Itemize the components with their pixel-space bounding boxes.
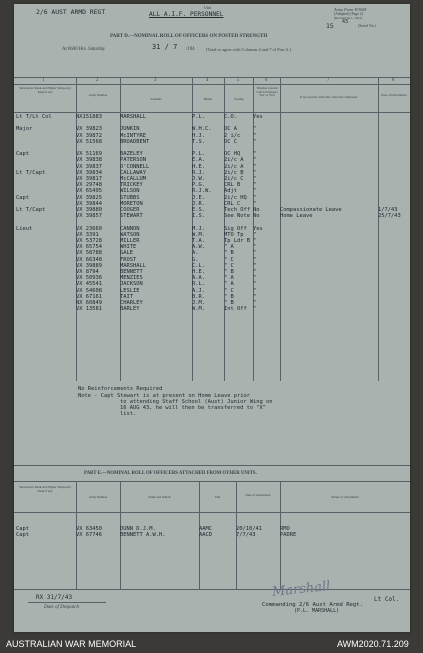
- cell-initials: J.M.: [192, 300, 205, 307]
- col-num-6: 6: [265, 78, 268, 83]
- cell-surname: LESLIE: [120, 287, 140, 294]
- cell-present: ": [253, 275, 257, 282]
- cell-army-number: VX 65495: [76, 188, 102, 195]
- cell-initials: M.J.: [192, 225, 205, 232]
- officers-table: [16, 114, 410, 312]
- cell-employment: Compassionate Leave: [280, 207, 342, 214]
- cell-army-number: VX 39834: [76, 169, 102, 176]
- part-d-title: PART D.—NOMINAL ROLL OF OFFICERS ON POSTED STRENGTH: [110, 34, 268, 39]
- cell-initials: W.M.: [192, 306, 205, 313]
- col-head-posting: Posting: [234, 97, 244, 101]
- cell-present: ": [253, 151, 257, 158]
- cell-posting: " A: [224, 275, 234, 282]
- cell-present: No: [253, 213, 260, 220]
- cell-initials: E.A.: [192, 157, 205, 164]
- cell-posting: 2i/c B: [224, 169, 244, 176]
- e-head-army-number: Army Number: [88, 495, 108, 499]
- cell-army-number: VX 23660: [76, 225, 102, 232]
- cell-initials: H.E.: [192, 163, 205, 170]
- cell-army-number: VX 39837: [76, 163, 102, 170]
- cell-unit: AAMC: [199, 526, 212, 532]
- at-suffix: (Total to agree with Columns 4 and 7 of Part A.): [206, 47, 291, 52]
- cell-posting: OC C: [224, 138, 237, 145]
- cell-army-number: VX 66348: [76, 256, 102, 263]
- cell-army-number: VX 39823: [76, 126, 102, 133]
- cell-name: BENNETT A.W.H.: [120, 532, 166, 539]
- table-bottom-rule: [14, 465, 410, 466]
- cell-surname: BENNETT: [120, 269, 143, 276]
- cell-army-number: VX 39872: [76, 132, 102, 139]
- cell-rank: Capt: [16, 532, 29, 539]
- cell-posting: Tp Ldr B: [224, 238, 250, 245]
- cell-rank: Lt T/Lt Col: [16, 114, 52, 120]
- cell-rank: Lt T/Capt: [16, 207, 46, 214]
- cell-posting: " B: [224, 250, 234, 257]
- cell-surname: MILLER: [120, 238, 140, 245]
- despatch-label: Date of Despatch: [44, 605, 79, 610]
- cell-present: ": [253, 231, 257, 238]
- cell-posting: CRL B: [224, 182, 241, 189]
- cell-army-number: VX 39880: [76, 207, 102, 214]
- form-adapted: (Adapted) (Page 2): [334, 12, 364, 16]
- cell-army-number: VX 3391: [76, 231, 99, 238]
- note-line-2: Note - Capt Stewart is at present on Home Leave prior: [78, 393, 251, 399]
- cell-present: ": [253, 200, 257, 207]
- cell-army-number: VX 53728: [76, 238, 102, 245]
- col-num-3: 3: [154, 78, 157, 83]
- cell-army-number: VX 67746: [76, 532, 102, 539]
- cell-present: ": [253, 188, 257, 195]
- cell-initials: B.R.: [192, 293, 205, 300]
- cell-surname: MARSHALL: [120, 114, 146, 120]
- cell-army-number: VX 39817: [76, 176, 102, 182]
- cell-surname: CHARLEY: [120, 300, 143, 307]
- col-head-present: Whether present with Unit (Insert 'Yes' or 'No'): [256, 86, 278, 98]
- at-prefix: At 0600 Hrs. Saturday: [62, 47, 106, 52]
- cell-present: ": [253, 169, 257, 176]
- commanding-line: Commanding 2/6 Aust Armd Regt.: [262, 602, 364, 608]
- cell-initials: T.A.: [192, 238, 205, 245]
- cell-surname: WILSON: [120, 188, 140, 195]
- cell-surname: MARSHALL: [120, 262, 146, 269]
- cell-employment: Home Leave: [280, 213, 313, 220]
- cell-nature: RMO: [280, 526, 290, 532]
- note-line-5: list.: [120, 411, 137, 417]
- cell-rank: Capt: [16, 194, 29, 201]
- part-e-top-rule: [14, 481, 410, 482]
- archive-name: AUSTRALIAN WAR MEMORIAL: [6, 639, 137, 649]
- cell-surname: CALLAWAY: [120, 169, 146, 176]
- cell-surname: BAZELEY: [120, 151, 143, 158]
- cell-posting: " C: [224, 287, 234, 294]
- cell-posting: OC A: [224, 126, 237, 133]
- cell-rank: Lt T/Capt: [16, 169, 46, 176]
- cell-present: ": [253, 132, 257, 139]
- cell-army-number: VX 45541: [76, 281, 102, 288]
- col-num-1: 1: [42, 78, 45, 83]
- cell-initials: W.H.C.: [192, 126, 212, 133]
- cell-posting: " B: [224, 293, 234, 300]
- cell-army-number: VX 39825: [76, 194, 102, 201]
- cell-posting: Adjt: [224, 188, 237, 195]
- cell-posting: 2 i/c: [224, 132, 241, 139]
- e-head-unit: Unit: [214, 495, 221, 499]
- signatory-rank: Lt Col.: [374, 596, 400, 603]
- table-row: [16, 306, 410, 312]
- cell-present: ": [253, 126, 257, 133]
- cell-posting: CRL C: [224, 200, 241, 207]
- cell-army-number: VX 50936: [76, 275, 102, 282]
- cell-initials: R.L.: [192, 281, 205, 288]
- col-num-4: 4: [206, 78, 209, 83]
- cell-surname: WATSON: [120, 231, 140, 238]
- cell-initials: T.S.: [192, 138, 205, 145]
- cell-surname: CANNON: [120, 225, 140, 232]
- at-date: 31 / 7: [152, 43, 178, 51]
- unit-typed: 2/6 AUST ARMD REGT: [36, 8, 106, 16]
- cell-army-number: VX 39889: [76, 262, 102, 269]
- cell-present: ": [253, 244, 257, 251]
- cell-present: ": [253, 256, 257, 263]
- cell-posting: 2i/c HQ: [224, 194, 247, 201]
- cell-surname: McCALLUM: [120, 176, 146, 182]
- part-e-title: PART E.—NOMINAL ROLL OF OFFICERS ATTACHED FROM OTHER UNITS.: [84, 471, 257, 476]
- cell-detach-date: [378, 306, 410, 312]
- cell-present: ": [253, 182, 257, 189]
- table-top-rule: [14, 77, 410, 78]
- cell-initials: A.: [192, 250, 199, 257]
- cell-initials: G.: [192, 256, 199, 263]
- col-head-initials: Initials: [203, 97, 213, 101]
- cell-posting: Sig Off: [224, 225, 247, 232]
- cell-posting: 2i/c A: [224, 157, 244, 164]
- cell-posting: " A: [224, 244, 234, 251]
- cell-present: ": [253, 262, 257, 269]
- cell-present: ": [253, 157, 257, 164]
- table-row: [16, 532, 410, 538]
- cell-initials: J.W.: [192, 176, 205, 182]
- cell-surname: TRICKEY: [120, 182, 143, 189]
- cell-detach-date: 25/7/43: [378, 213, 401, 220]
- cell-posting: C.O.: [224, 114, 237, 120]
- cell-present: ": [253, 281, 257, 288]
- cell-present: ": [253, 287, 257, 294]
- cell-army-number: VX 67161: [76, 293, 102, 300]
- note-line-3: to attending Staff School (Aust) Junior Wing on: [120, 399, 273, 405]
- serial-label: (Serial No.): [358, 24, 376, 28]
- cell-posting: 2i/c A: [224, 163, 244, 170]
- cell-army-number: VX 58788: [76, 250, 102, 257]
- cell-surname: STEWART: [120, 213, 143, 220]
- cell-army-number: VX 63450: [76, 526, 102, 532]
- cell-surname: FROST: [120, 256, 137, 263]
- serial-value: 15: [326, 22, 334, 30]
- cell-rank: Lieut: [16, 225, 33, 232]
- cell-initials: H.J.: [192, 132, 205, 139]
- cell-initials: H.E.: [192, 269, 205, 276]
- e-head-rank: Substantive Rank and Higher Temporary Rank if any: [18, 485, 72, 493]
- cell-posting: " B: [224, 269, 234, 276]
- cell-army-number: VX 8794: [76, 269, 99, 276]
- cell-attach-date: 7/7/43: [236, 532, 256, 539]
- cell-surname: JUNKIN: [120, 126, 140, 133]
- cell-posting: Tech Off: [224, 207, 250, 214]
- roll-document-page: [14, 4, 410, 632]
- cell-surname: MORETON: [120, 200, 143, 207]
- cell-attach-date: 20/10/41: [236, 526, 262, 532]
- unit-printed-label: Unit: [204, 5, 212, 10]
- cell-army-number: VX 39844: [76, 200, 102, 207]
- cell-initials: R.J.: [192, 169, 205, 176]
- cell-present: Yes: [253, 114, 263, 120]
- cell-initials: P.L.: [192, 114, 205, 120]
- despatch-rule: [28, 602, 106, 603]
- cell-surname: BARLEY: [120, 306, 140, 313]
- note-line-1: No Reinforcements Required: [78, 386, 163, 392]
- col-num-8: 8: [392, 78, 395, 83]
- cell-army-number: VX 65754: [76, 244, 102, 251]
- cell-initials: E.S.: [192, 207, 205, 214]
- cell-army-number: VX 39838: [76, 157, 102, 164]
- cell-surname: McINTYRE: [120, 132, 146, 139]
- cell-present: ": [253, 250, 257, 257]
- form-revised: (Revised Oct., 1941): [334, 16, 363, 20]
- cell-initials: J.E.: [192, 194, 205, 201]
- cell-present: ": [253, 163, 257, 170]
- cell-present: ": [253, 306, 257, 313]
- cell-present: Yes: [253, 225, 263, 232]
- cell-posting: " C: [224, 262, 234, 269]
- col-head-army-number: Army Number: [88, 93, 108, 97]
- cell-posting: " C: [224, 256, 234, 263]
- cell-rank: Capt: [16, 526, 29, 532]
- part-e-bottom-rule: [14, 589, 410, 590]
- note-line-4: 16 AUG 43, he will then be transferred to "X": [120, 405, 267, 411]
- cell-surname: GALE: [120, 250, 133, 257]
- col-head-surname: Surname: [150, 97, 162, 101]
- cell-present: ": [253, 176, 257, 182]
- cell-initials: I.S.: [192, 213, 205, 220]
- cell-present: No: [253, 207, 260, 214]
- cell-present: ": [253, 138, 257, 145]
- cell-employment: [280, 306, 378, 312]
- cell-name: DUNN D.J.M.: [120, 526, 156, 532]
- cell-posting: Int Off: [224, 306, 247, 313]
- cell-nature: PADRE: [280, 532, 297, 539]
- despatch-value: RX 31/7/43: [36, 594, 73, 601]
- cell-posting: See Note: [224, 213, 250, 220]
- attached-table: [16, 526, 410, 538]
- col-head-employed: If not present with Unit, state how employed.: [300, 95, 358, 99]
- personnel-title: ALL A.I.F. PERSONNEL: [149, 11, 224, 18]
- cell-surname: JACKSON: [120, 281, 143, 288]
- commander-signature: Marshall: [271, 578, 332, 601]
- cell-army-number: VX 51568: [76, 138, 102, 145]
- part-e-header-rule: [14, 512, 410, 513]
- serial-sub: 43: [342, 19, 349, 25]
- cell-initials: C.L.: [192, 262, 205, 269]
- archive-reference: AWM2020.71.209: [337, 639, 409, 649]
- col-num-5: 5: [237, 78, 240, 83]
- number-row-rule: [14, 84, 410, 85]
- cell-surname: O'CONNELL: [120, 163, 150, 170]
- col-head-rank: Substantive Rank and Higher Temporary Rank if any: [18, 86, 72, 94]
- cell-present: ": [253, 293, 257, 300]
- cell-rank: Major: [16, 126, 33, 133]
- cell-unit: AACD: [199, 532, 212, 539]
- cell-army-number: NX 60849: [76, 300, 102, 307]
- cell-posting: OC HQ: [224, 151, 241, 158]
- header-bottom-rule: [14, 112, 410, 113]
- cell-posting: 2i/c C: [224, 176, 244, 182]
- cell-initials: P.G.: [192, 182, 205, 189]
- cell-initials: A.W.: [192, 244, 205, 251]
- cell-present: ": [253, 300, 257, 307]
- cell-army-number: VX 13581: [76, 306, 102, 313]
- cell-surname: STUBBS: [120, 194, 140, 201]
- col-num-7: 7: [327, 78, 330, 83]
- cell-present: ": [253, 194, 257, 201]
- cell-posting: " A: [224, 281, 234, 288]
- cell-surname: WHITE: [120, 244, 137, 251]
- col-head-detach-date: Date of Detachment: [381, 93, 407, 97]
- col-num-2: 2: [96, 78, 99, 83]
- cell-surname: PATERSON: [120, 157, 146, 164]
- form-number: Army Form W3008: [334, 7, 367, 12]
- cell-initials: A.A.: [192, 275, 205, 282]
- cell-army-number: VX 29748: [76, 182, 102, 189]
- cell-initials: W.M.: [192, 231, 205, 238]
- at-year: /194: [186, 47, 195, 52]
- cell-initials: A.J.: [192, 287, 205, 294]
- cell-rank: [16, 306, 76, 312]
- cell-rank: Capt: [16, 151, 29, 158]
- cell-army-number: VX 51169: [76, 151, 102, 158]
- commanding-name: (P.L. MARSHALL): [294, 608, 340, 614]
- archive-footer: [0, 636, 423, 653]
- cell-army-number: VX 39857: [76, 213, 102, 220]
- e-head-name: Name and Initials: [148, 495, 171, 499]
- cell-initials: J.R.: [192, 200, 205, 207]
- cell-surname: TAIT: [120, 293, 133, 300]
- cell-army-number: VX 54608: [76, 287, 102, 294]
- cell-initials: P.L.: [192, 151, 205, 158]
- e-head-nature: Nature of Attachment: [331, 495, 359, 499]
- e-head-date: Date of Attachment: [245, 493, 271, 497]
- cell-detach-date: 1/7/43: [378, 207, 398, 214]
- cell-present: ": [253, 238, 257, 245]
- cell-initials: R.J.W.: [192, 188, 212, 195]
- cell-surname: COOGER: [120, 207, 140, 214]
- cell-posting: MTO Tp: [224, 231, 244, 238]
- cell-posting: " B: [224, 300, 234, 307]
- cell-army-number: NX151883: [76, 114, 102, 120]
- cell-surname: MENZIES: [120, 275, 143, 282]
- cell-present: ": [253, 269, 257, 276]
- cell-surname: BROADBENT: [120, 138, 150, 145]
